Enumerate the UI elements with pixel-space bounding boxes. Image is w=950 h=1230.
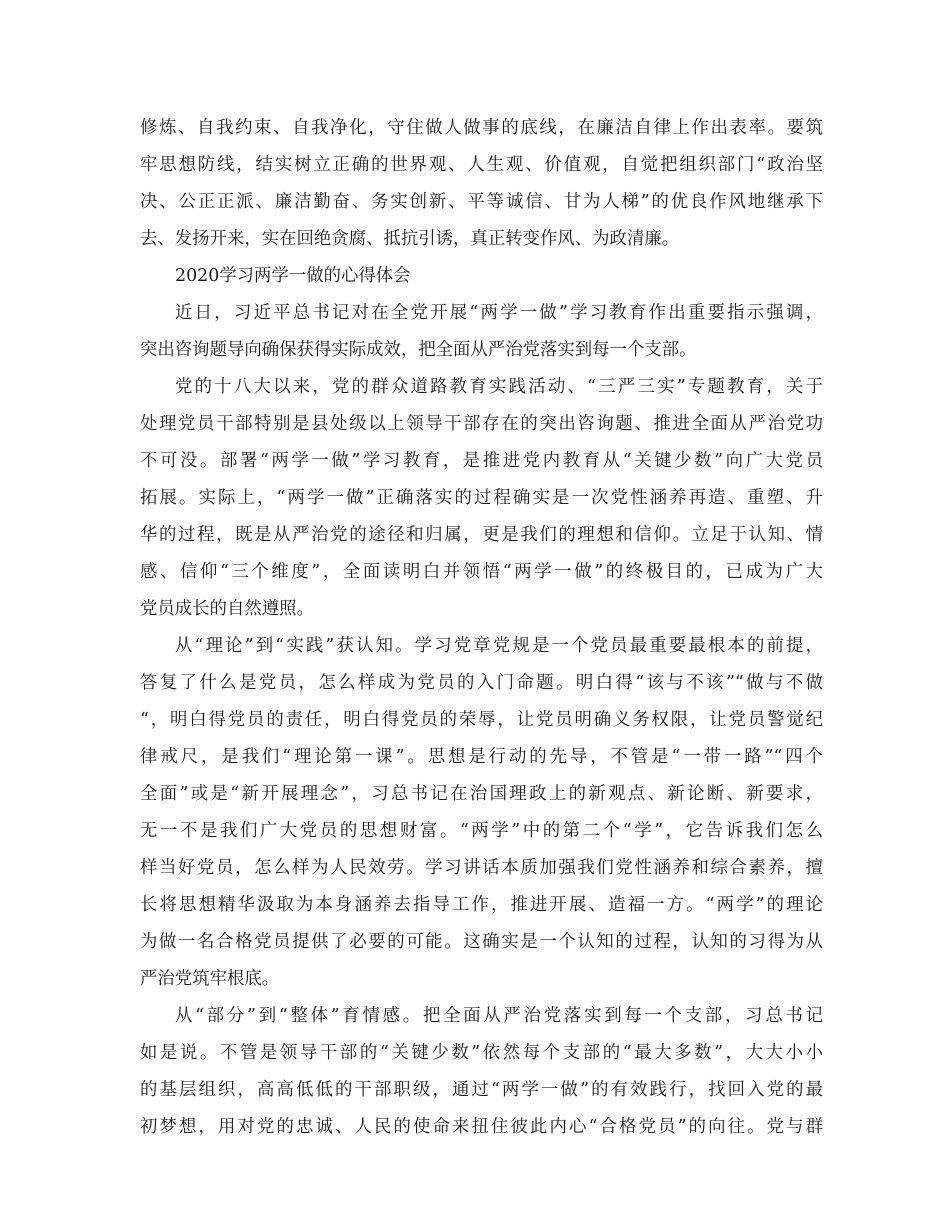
text-line: 党员成长的自然遵照。	[140, 599, 314, 619]
text-line: 长将思想精华汲取为本身涵养去指导工作，推进开展、造福一方。“两学”的理论	[140, 895, 823, 915]
text-line: 全面”或是“新开展理念”，习总书记在治国理政上的新观点、新论断、新要求，	[140, 784, 823, 804]
text-line: 近日，习近平总书记对在全党开展“两学一做”学习教育作出重要指示强调，	[175, 303, 823, 323]
text-line: 决、公正正派、廉洁勤奋、务实创新、平等诚信、甘为人梯”的优良作风地继承下	[140, 192, 823, 212]
text-line: 党的十八大以来，党的群众道路教育实践活动、“三严三实”专题教育，关于	[175, 377, 823, 397]
text-line: 去、发扬开来，实在回绝贪腐、抵抗引诱，真正转变作风、为政清廉。	[140, 229, 680, 249]
text-line: “，明白得党员的责任，明白得党员的荣辱，让党员明确义务权限，让党员警觉纪	[140, 710, 823, 730]
text-line: 华的过程，既是从严治党的途径和归属，更是我们的理想和信仰。立足于认知、情	[140, 525, 823, 545]
text-line: 答复了什么是党员，怎么样成为党员的入门命题。明白得“该与不该”“做与不做	[140, 673, 823, 693]
text-line: 修炼、自我约束、自我净化，守住做人做事的底线，在廉洁自律上作出表率。要筑	[140, 118, 823, 138]
text-line: 牢思想防线，结实树立正确的世界观、人生观、价值观，自觉把组织部门“政治坚	[140, 155, 823, 175]
text-line: 为做一名合格党员提供了必要的可能。这确实是一个认知的过程，认知的习得为从	[140, 932, 823, 952]
text-line: 从“理论”到“实践”获认知。学习党章党规是一个党员最重要最根本的前提，	[175, 636, 823, 656]
text-line: 不可没。部署“两学一做”学习教育，是推进党内教育从“关键少数”向广大党员	[140, 451, 823, 471]
text-line: 感、信仰“三个维度”，全面读明白并领悟“两学一做”的终极目的，已成为广大	[140, 562, 823, 582]
text-line: 律戒尺，是我们“理论第一课”。思想是行动的先导，不管是“一带一路”“四个	[140, 747, 823, 767]
text-line: 从“部分”到“整体”育情感。把全面从严治党落实到每一个支部，习总书记	[175, 1006, 823, 1026]
text-line: 处理党员干部特别是县处级以上领导干部存在的突出咨询题、推进全面从严治党功	[140, 414, 823, 434]
text-line: 严治党筑牢根底。	[140, 969, 280, 989]
section-title: 2020学习两学一做的心得体会	[175, 266, 411, 286]
text-line: 拓展。实际上，“两学一做”正确落实的过程确实是一次党性涵养再造、重塑、升	[140, 488, 823, 508]
text-line: 突出咨询题导向确保获得实际成效，把全面从严治党落实到每一个支部。	[140, 340, 697, 360]
text-line: 初梦想，用对党的忠诚、人民的使命来扭住彼此内心“合格党员”的向往。党与群	[140, 1117, 823, 1137]
text-line: 样当好党员，怎么样为人民效劳。学习讲话本质加强我们党性涵养和综合素养，擅	[140, 858, 823, 878]
text-line: 无一不是我们广大党员的思想财富。“两学”中的第二个“学”，它告诉我们怎么	[140, 821, 823, 841]
text-line: 的基层组织，高高低低的干部职级，通过“两学一做”的有效践行，找回入党的最	[140, 1080, 823, 1100]
text-line: 如是说。不管是领导干部的“关键少数”依然每个支部的“最大多数”，大大小小	[140, 1043, 823, 1063]
